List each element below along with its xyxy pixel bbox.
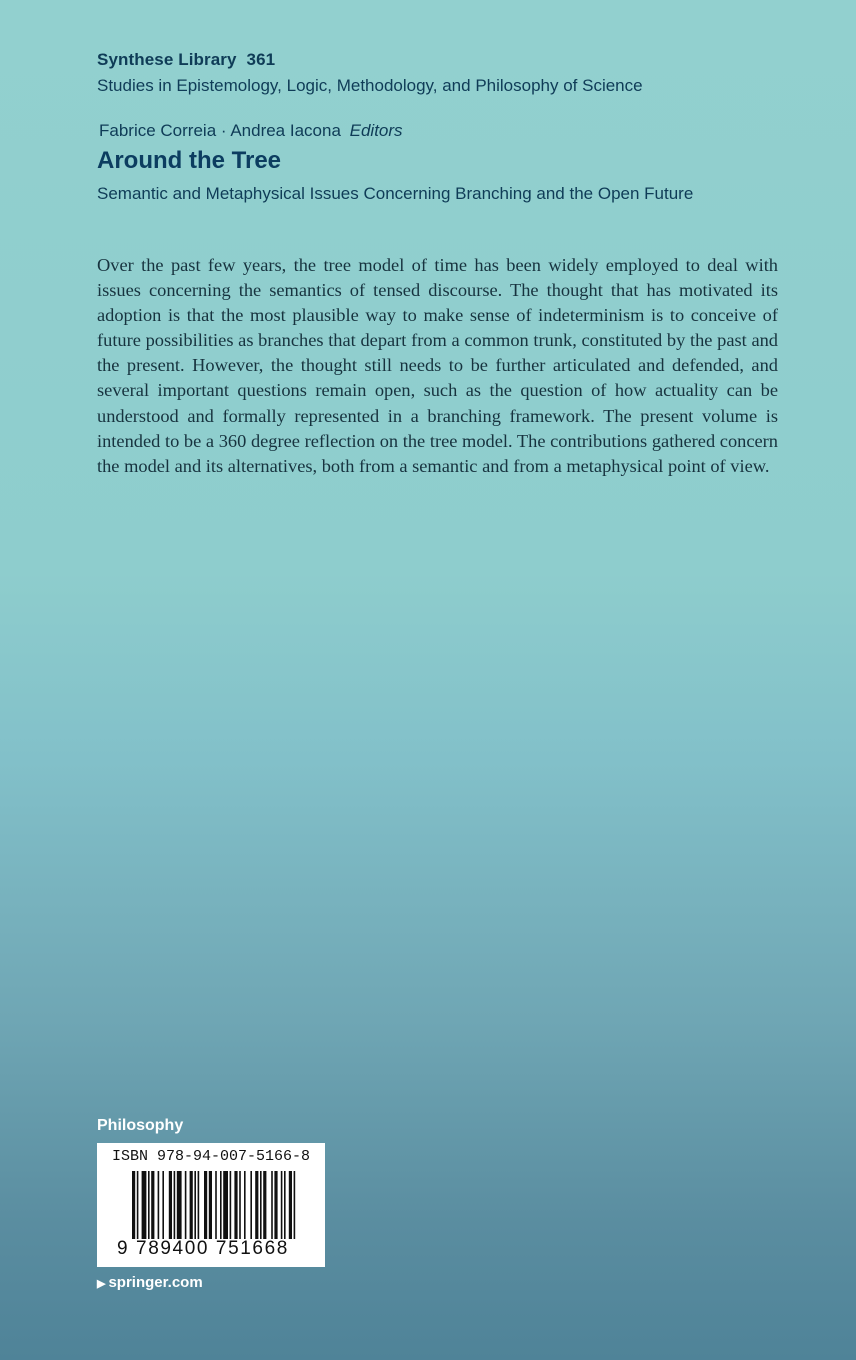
barcode-bar [174,1171,176,1239]
barcode-bar [284,1171,286,1239]
blurb-paragraph: Over the past few years, the tree model of time has been widely employed to deal with issues concerning the semantics of tensed discourse. The thought that has motivated its adoption is that the most plausible way to make sense of indeterminism is to conceive of future possibilities as branches that depart from a common trunk, constituted by the past and the present. However, the thought still needs to be further articulated and defended, and several important questions remain open, such as the question of how actuality can be understood and formally represented in a branching framework. The present volume is intended to be a 360 degree reflection on the tree model. The contributions gathered concern the model and its alternatives, both from a semantic and from a metaphysical point of view. [97,255,778,476]
barcode-bar [194,1171,196,1239]
editors-line [99,121,403,141]
barcode-bar [209,1171,212,1239]
barcode-bar [220,1171,222,1239]
barcode-bar [274,1171,277,1239]
series-volume: 361 [246,50,276,69]
book-title: Around the Tree [97,147,282,174]
barcode-bar [190,1171,193,1239]
category-label: Philosophy [97,1117,184,1134]
barcode-bar [137,1171,139,1239]
publisher-link[interactable] [97,1274,203,1291]
publisher-url: springer.com [108,1274,203,1291]
arrow-right-icon: ▶ [97,1278,106,1290]
barcode-bar [158,1171,160,1239]
barcode-bar [215,1171,217,1239]
barcode-bar [263,1171,266,1239]
barcode-bar [239,1171,241,1239]
book-subtitle: Semantic and Metaphysical Issues Concerning Branching and the Open Future [97,184,694,203]
barcode-bar [142,1171,147,1239]
barcode-bar [185,1171,187,1239]
series-header [97,50,643,96]
series-name: Synthese Library [97,50,237,69]
barcode-bar [169,1171,172,1239]
barcode-bar [244,1171,246,1239]
barcode-bar [281,1171,283,1239]
series-name-line [97,50,643,70]
barcode-bar [198,1171,200,1239]
barcode-bar [234,1171,237,1239]
barcode-bar [294,1171,296,1239]
barcode-bar [289,1171,292,1239]
barcode-bar [250,1171,252,1239]
barcode-bar [255,1171,258,1239]
series-subtitle: Studies in Epistemology, Logic, Methodology, and Philosophy of Science [97,76,643,95]
barcode-bar [177,1171,182,1239]
isbn-label: ISBN 978-94-007-5166-8 [111,1148,311,1165]
editor-role: Editors [349,121,403,140]
barcode-digits: 9 789400 751668 [117,1238,289,1259]
barcode-bar [132,1171,135,1239]
barcode-bar [230,1171,232,1239]
editor-names: Fabrice Correia · Andrea Iacona [99,121,341,140]
barcode-bar [148,1171,150,1239]
barcode-bar [204,1171,207,1239]
isbn-barcode [97,1143,325,1267]
barcode-bar [271,1171,273,1239]
barcode-bar [151,1171,154,1239]
barcode-bars [132,1171,300,1241]
barcode-bar [223,1171,228,1239]
barcode-bar [162,1171,164,1239]
barcode-bar [260,1171,262,1239]
